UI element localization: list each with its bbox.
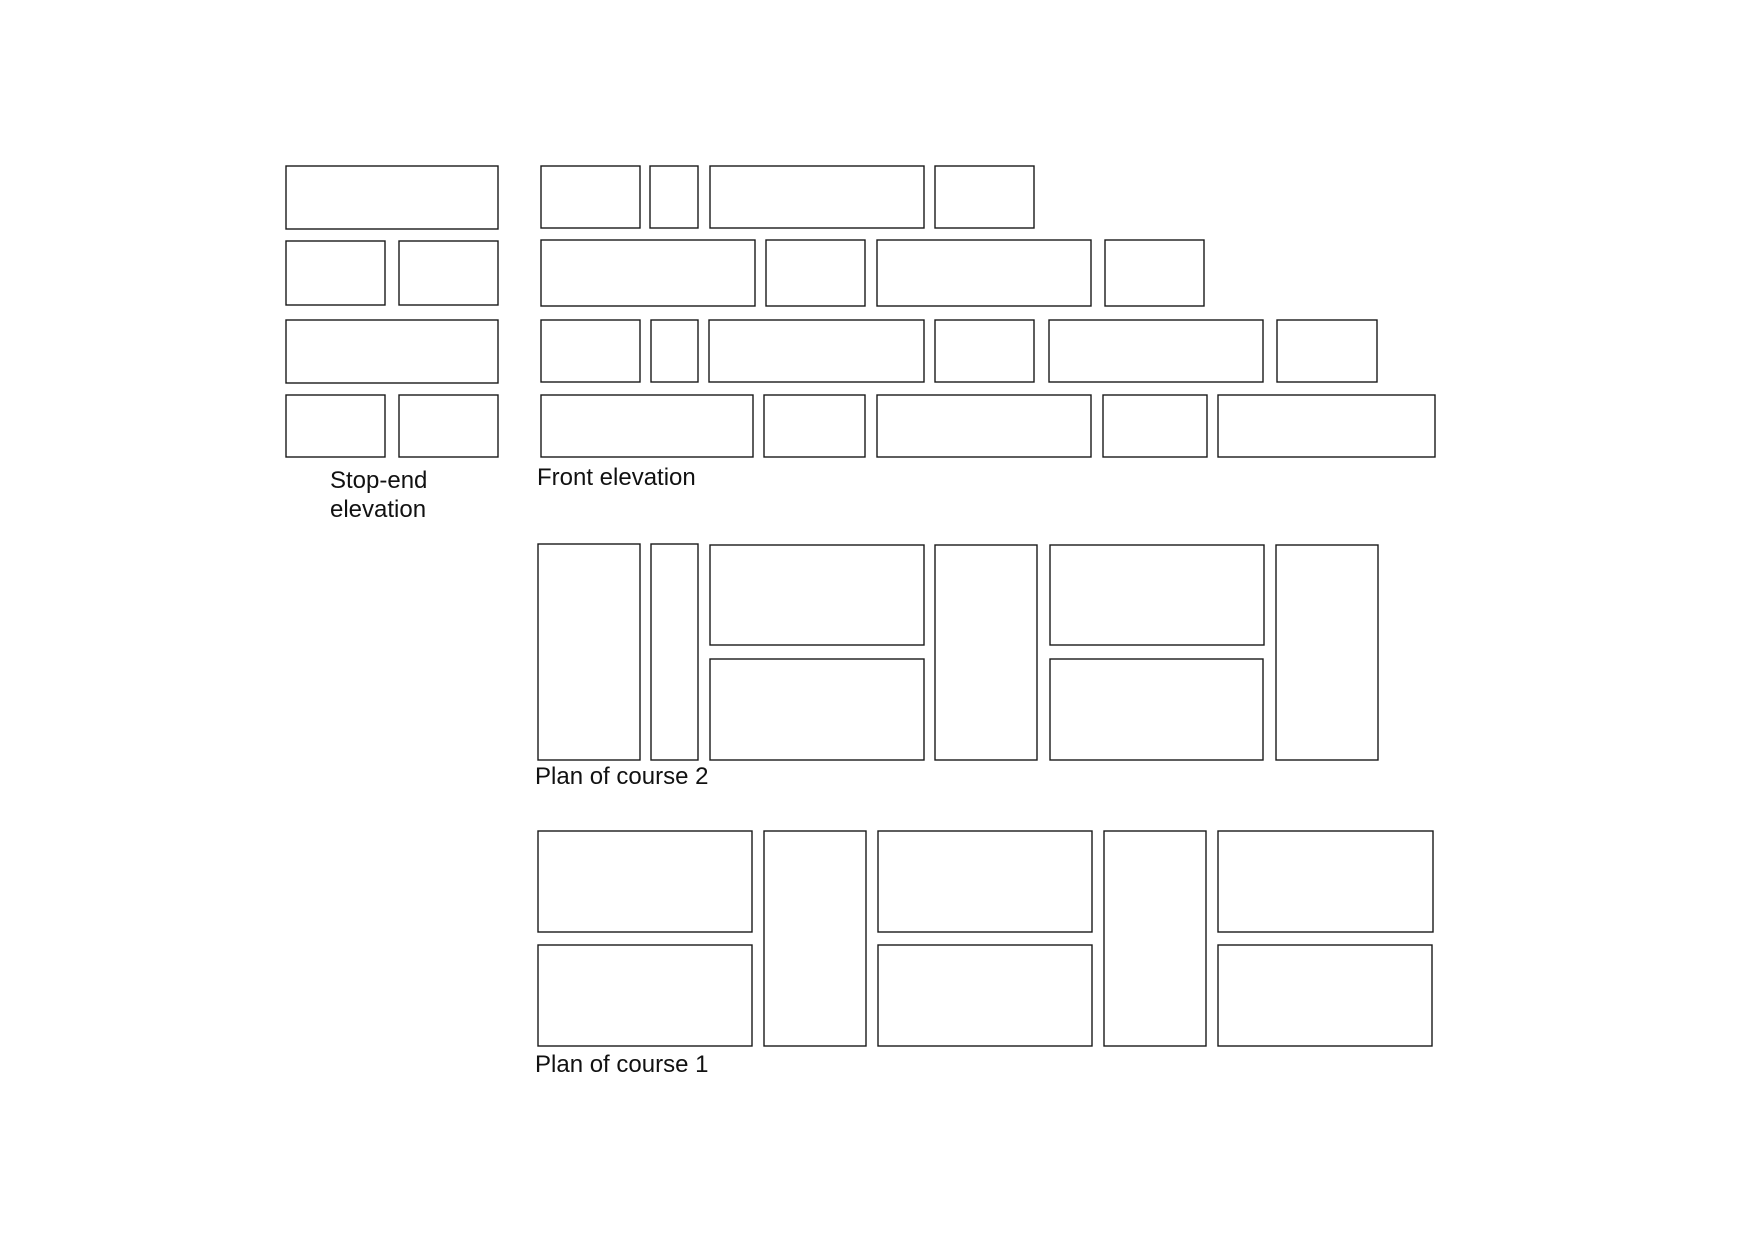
stop-end-elevation-label <box>330 466 427 524</box>
plan-course-2-brick-7 <box>710 659 924 760</box>
plan-course-2-label: Plan of course 2 <box>535 763 709 790</box>
stop-end-label-line-1: Stop-end <box>330 467 428 494</box>
stop-end-elevation-brick-6 <box>399 395 498 457</box>
front-elevation-brick-15 <box>541 395 753 457</box>
plan-course-1-brick-2 <box>764 831 866 1046</box>
plan-course-1-bricks <box>538 831 1433 1046</box>
front-elevation-bricks <box>541 166 1435 457</box>
plan-course-2-brick-1 <box>538 544 640 760</box>
stop-end-elevation-brick-2 <box>286 241 385 305</box>
front-elevation-brick-3 <box>710 166 924 228</box>
front-elevation-brick-1 <box>541 166 640 228</box>
front-elevation-brick-2 <box>650 166 698 228</box>
front-elevation-brick-10 <box>651 320 698 382</box>
plan-course-1-brick-3 <box>878 831 1092 932</box>
stop-end-label-line-2: elevation <box>330 496 427 523</box>
front-elevation-brick-17 <box>877 395 1091 457</box>
stop-end-elevation-brick-5 <box>286 395 385 457</box>
front-elevation-label: Front elevation <box>537 464 696 491</box>
plan-course-1-brick-6 <box>538 945 752 1046</box>
plan-course-1-label: Plan of course 1 <box>535 1051 709 1078</box>
front-elevation-brick-11 <box>709 320 924 382</box>
front-elevation-brick-19 <box>1218 395 1435 457</box>
front-elevation-brick-13 <box>1049 320 1263 382</box>
front-elevation-brick-9 <box>541 320 640 382</box>
plan-course-2-brick-3 <box>710 545 924 645</box>
plan-course-2-brick-5 <box>1050 545 1264 645</box>
stop-end-elevation-brick-4 <box>286 320 498 383</box>
plan-course-2-brick-6 <box>1276 545 1378 760</box>
plan-course-1-brick-1 <box>538 831 752 932</box>
front-elevation-brick-7 <box>877 240 1091 306</box>
plan-course-1-brick-7 <box>878 945 1092 1046</box>
plan-course-2-brick-8 <box>1050 659 1263 760</box>
front-elevation-brick-5 <box>541 240 755 306</box>
stop-end-elevation-brick-3 <box>399 241 498 305</box>
plan-course-1-brick-4 <box>1104 831 1206 1046</box>
plan-course-2-brick-4 <box>935 545 1037 760</box>
stop-end-elevation-bricks <box>286 166 498 457</box>
stop-end-elevation-brick-1 <box>286 166 498 229</box>
plan-course-2-brick-2 <box>651 544 698 760</box>
plan-course-1-brick-5 <box>1218 831 1433 932</box>
plan-course-2-bricks <box>538 544 1378 760</box>
front-elevation-brick-4 <box>935 166 1034 228</box>
front-elevation-brick-18 <box>1103 395 1207 457</box>
front-elevation-brick-14 <box>1277 320 1377 382</box>
plan-course-1-brick-8 <box>1218 945 1432 1046</box>
front-elevation-brick-8 <box>1105 240 1204 306</box>
front-elevation-brick-12 <box>935 320 1034 382</box>
front-elevation-brick-6 <box>766 240 865 306</box>
front-elevation-brick-16 <box>764 395 865 457</box>
